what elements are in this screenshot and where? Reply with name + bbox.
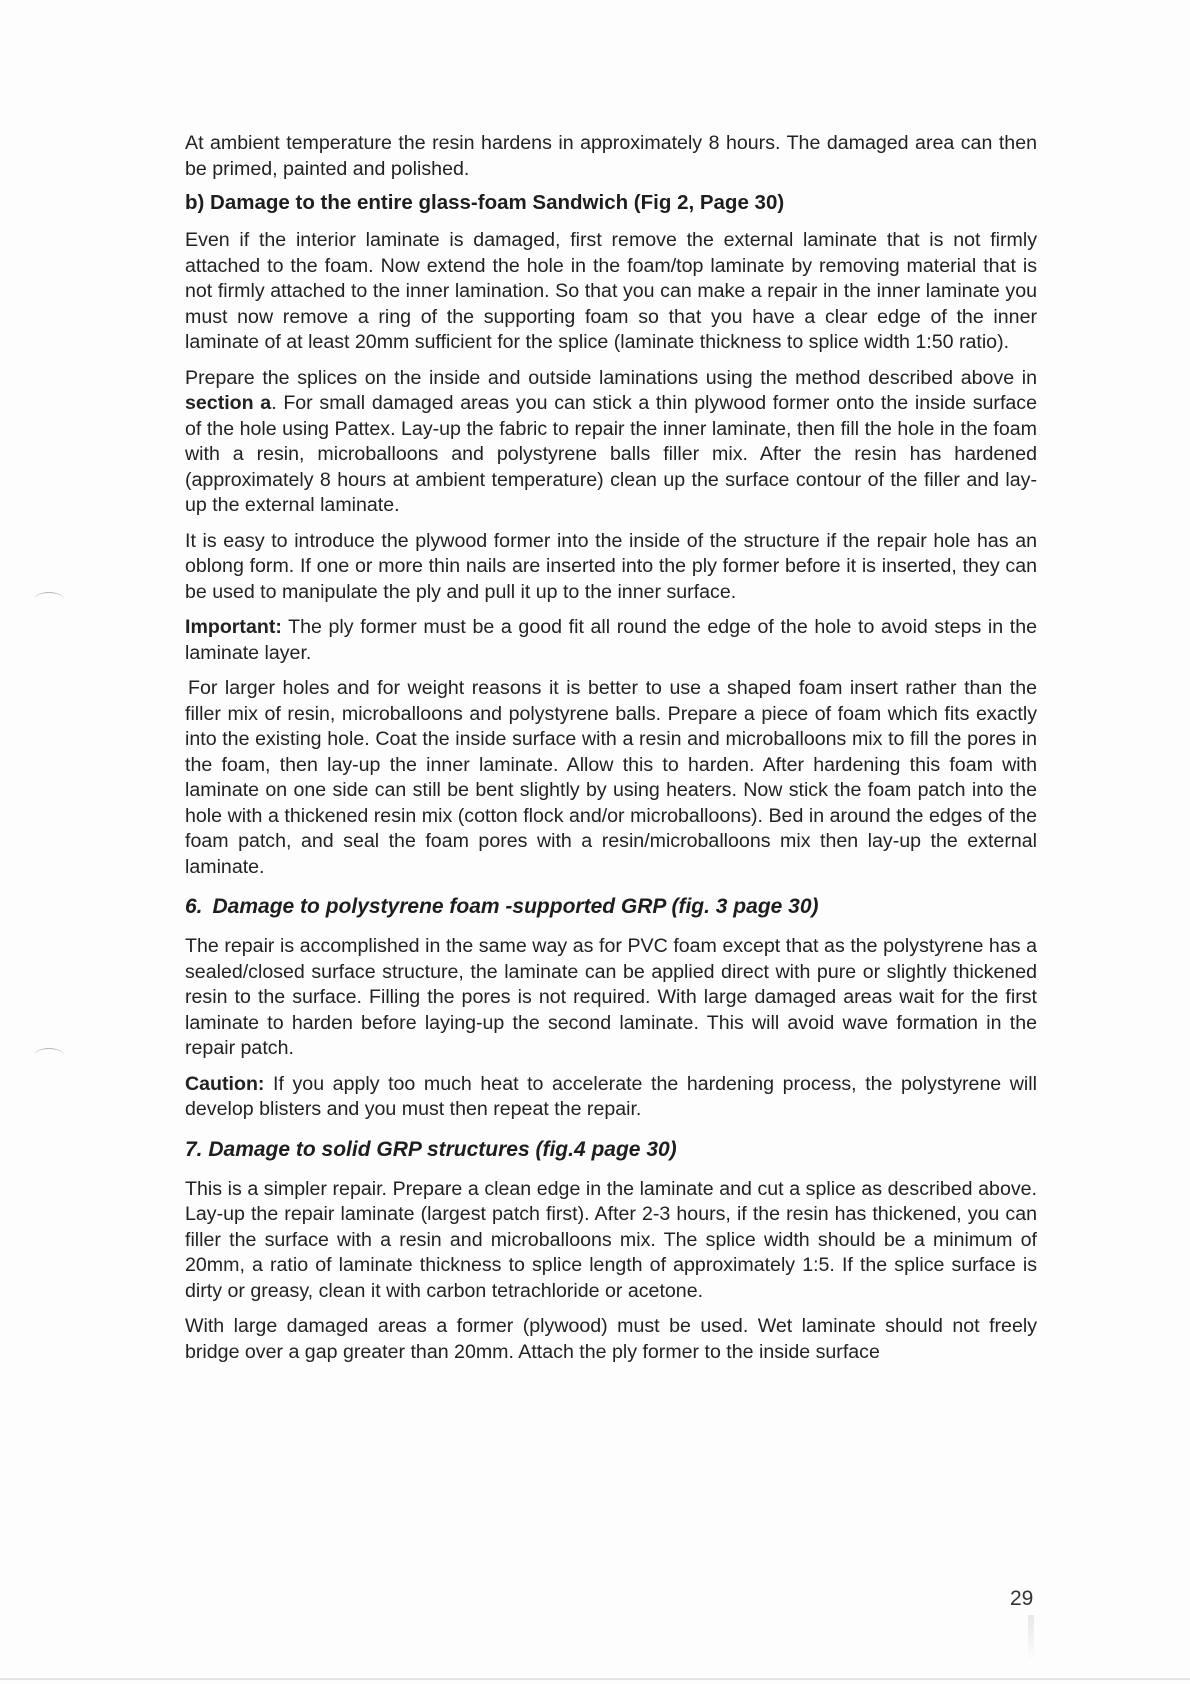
scan-artifact xyxy=(34,1048,64,1063)
section-7-paragraph-2: With large damaged areas a former (plywood) must be used. Wet laminate should not freely bridge over a gap greater than 20mm. Attach the ply former to the inside surface xyxy=(185,1315,1037,1363)
subsection-b-paragraph-1: Even if the interior laminate is damaged, first remove the external laminate that is not firmly attached to the foam. Now extend the hole in the foam/top laminate by removing material that is not firmly attached to the inner lamination. So that you can make a repair in the inner laminate you must now remove a ring of the supporting foam so that you have a clear edge of the inner laminate of at least 20mm sufficient for the splice (laminate thickness to splice width 1:50 ratio). xyxy=(185,229,1037,353)
section-7-paragraph-1: This is a simpler repair. Prepare a clean edge in the laminate and cut a splice as described above. Lay-up the repair laminate (largest patch first). After 2-3 hours, if the resin has thickened, you can filler the surface with a resin and microballoons mix. The splice width should be a minimum of 20mm, a ratio of laminate thickness to splice length of approximately 1:5. If the splice surface is dirty or greasy, clean it with carbon tetrachloride or acetone. xyxy=(185,1177,1037,1302)
important-text: The ply former must be a good fit all round the edge of the hole to avoid steps in the laminate layer. xyxy=(185,616,1037,664)
caution-label: Caution: xyxy=(185,1072,265,1095)
subsection-b-paragraph-3: It is easy to introduce the plywood former into the inside of the structure if the repair hole has an oblong form. If one or more thin nails are inserted into the ply former before it is inserted, they can be used to manipulate the ply and pull it up to the inner surface. xyxy=(185,529,1037,603)
subsection-b-paragraph-2 xyxy=(185,366,1037,519)
scan-artifact xyxy=(34,592,64,607)
important-note xyxy=(185,615,1037,666)
caution-note xyxy=(185,1072,1037,1123)
paragraph-text: Prepare the splices on the inside and outside laminations using the method described above in xyxy=(185,366,1037,389)
subsection-b-heading: b) Damage to the entire glass-foam Sandwich (Fig 2, Page 30) xyxy=(185,191,785,214)
section-6-number: 6. xyxy=(185,895,203,918)
page-body xyxy=(185,131,1037,1375)
subsection-b-paragraph-4: For larger holes and for weight reasons it is better to use a shaped foam insert rather than the filler mix of resin, microballoons and polystyrene balls. Prepare a piece of foam which fits exactly into the existing hole. Coat the inside surface with a resin and microballoons mix to fill the pores in the foam, then lay-up the inner laminate. Allow this to harden. After hardening this foam with laminate on one side can still be bent slightly by using heaters. Now stick the foam patch into the hole with a thickened resin mix (cotton flock and/or microballoons). Bed in around the edges of the foam patch, and seal the foam pores with a resin/microballoons mix then lay-up the external laminate. xyxy=(185,677,1037,878)
page-number: 29 xyxy=(1010,1587,1034,1610)
important-label: Important: xyxy=(185,616,282,638)
section-a-reference: section a xyxy=(185,392,272,414)
section-6-paragraph-1: The repair is accomplished in the same way as for PVC foam except that as the polystyrene has a sealed/closed surface structure, the laminate can be applied direct with pure or slightly thickened resin to the surface. Filling the pores is not required. With large damaged areas wait for the first laminate to harden before laying-up the second laminate. This will avoid wave formation in the repair patch. xyxy=(185,935,1037,1059)
scan-shadow xyxy=(1028,1615,1034,1665)
page-edge xyxy=(0,1678,1190,1680)
intro-paragraph: At ambient temperature the resin hardens in approximately 8 hours. The damaged area can then be primed, painted and polished. xyxy=(185,132,1037,180)
section-7-heading: 7. Damage to solid GRP structures (fig.4 page 30) xyxy=(185,1137,677,1161)
paragraph-text: . For small damaged areas you can stick a thin plywood former onto the inside surface of the hole using Pattex. Lay-up the fabric to repair the inner laminate, then fill the hole in the foam with a resin, microballoons and polystyrene balls filler mix. After the resin has hardened (approximately 8 hours at ambient temperature) clean up the surface contour of the filler and lay-up the external laminate. xyxy=(185,392,1037,516)
section-6-title: Damage to polystyrene foam -supported GRP (fig. 3 page 30) xyxy=(212,895,819,918)
section-6-heading xyxy=(185,894,1037,920)
caution-text: If you apply too much heat to accelerate the hardening process, the polystyrene will develop blisters and you must then repeat the repair. xyxy=(185,1072,1037,1120)
